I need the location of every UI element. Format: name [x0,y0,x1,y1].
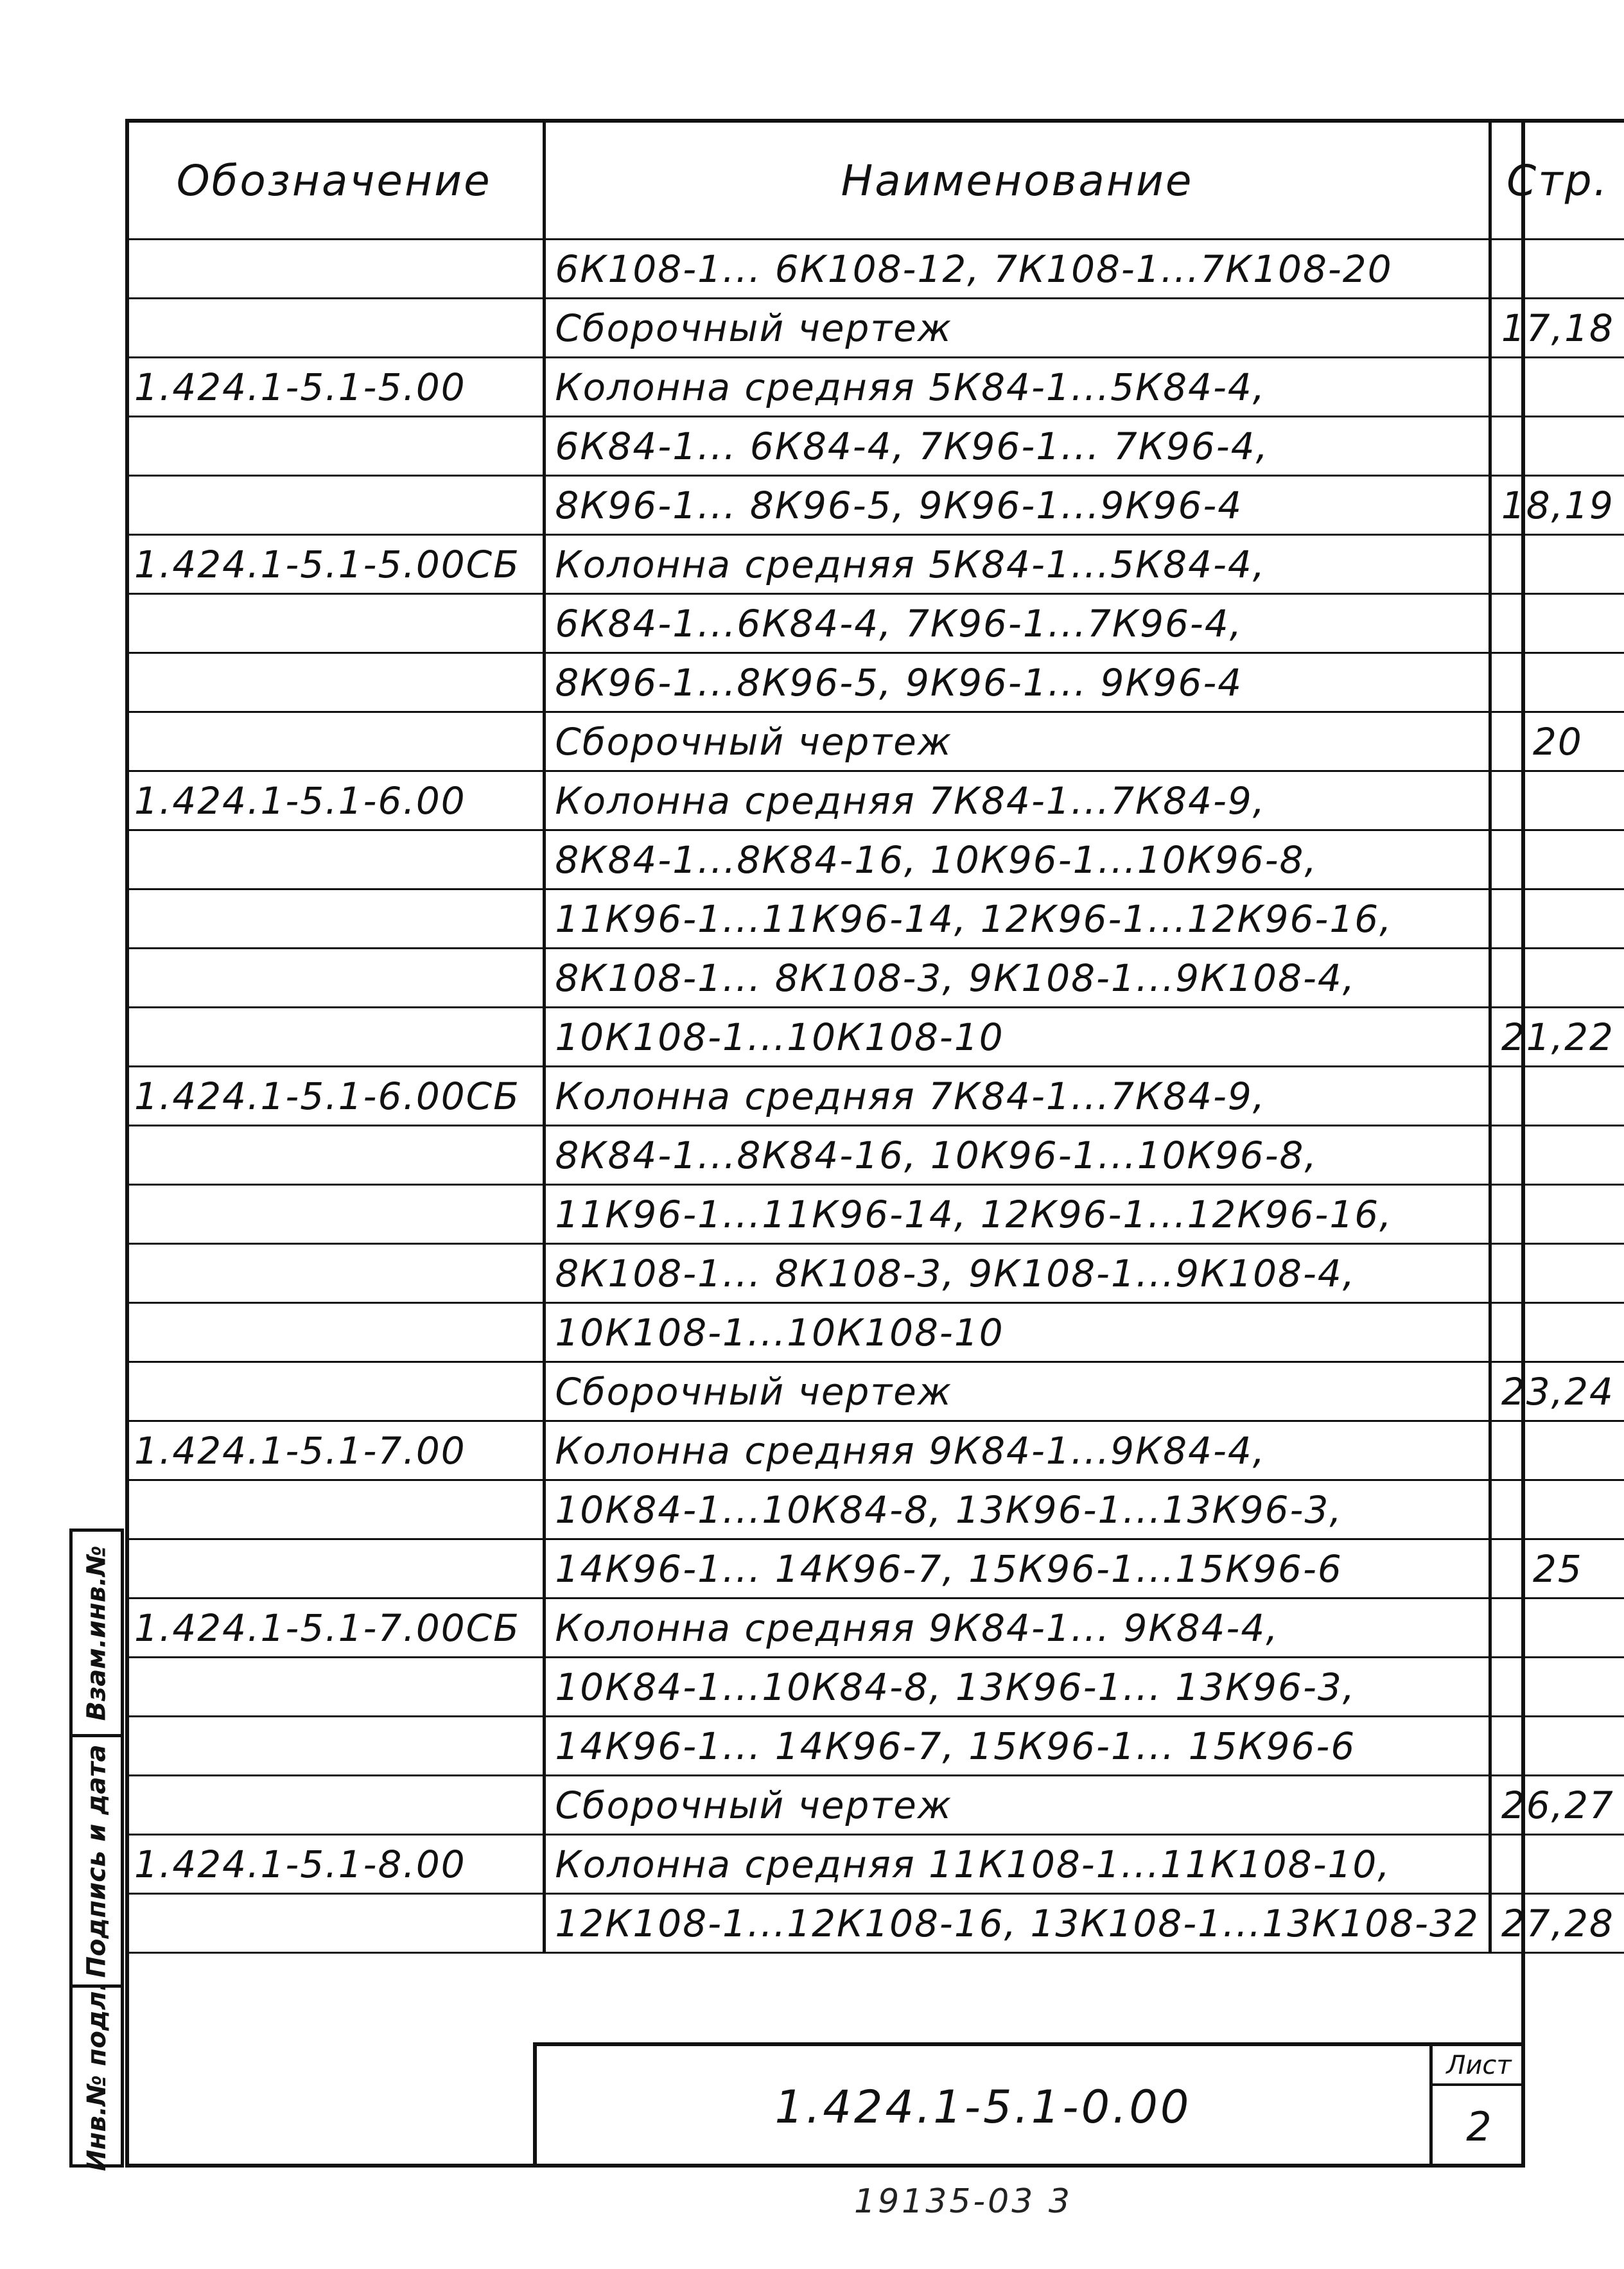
row-page [1490,1303,1624,1362]
table-row [125,1835,1624,1894]
title-block [533,2042,1525,2168]
row-designation [125,240,545,299]
row-name: 6К84-1... 6К84-4, 7К96-1... 7К96-4, [545,417,1490,476]
table-row [125,1717,1624,1776]
row-name: 10К84-1...10К84-8, 13К96-1...13К96-3, [545,1480,1490,1539]
sheet-number: 2 [1466,2103,1492,2150]
side-label-replacement: Взам.инв.№ [82,1545,112,1721]
row-name: 10К108-1...10К108-10 [545,1303,1490,1362]
row-page [1490,417,1624,476]
row-page [1490,1717,1624,1776]
row-designation [125,1185,545,1244]
row-page [1490,889,1624,949]
side-cell-original [73,1981,121,2171]
row-name: 8К108-1... 8К108-3, 9К108-1...9К108-4, [545,1244,1490,1303]
document-code: 1.424.1-5.1-0.00 [774,2080,1192,2133]
row-designation [125,1717,545,1776]
row-name: Колонна средняя 9К84-1... 9К84-4, [545,1599,1490,1658]
row-name: Сборочный чертеж [545,712,1490,771]
row-name: Колонна средняя 11К108-1...11К108-10, [545,1835,1490,1894]
row-designation [125,1539,545,1599]
row-page [1490,535,1624,594]
row-page: 21,22 [1490,1008,1624,1067]
row-name: 11К96-1...11К96-14, 12К96-1...12К96-16, [545,1185,1490,1244]
row-name: 6К84-1...6К84-4, 7К96-1...7К96-4, [545,594,1490,653]
row-page [1490,358,1624,417]
table-row [125,712,1624,771]
table-row [125,1244,1624,1303]
row-page [1490,653,1624,712]
row-page: 17,18 [1490,299,1624,358]
table-row [125,830,1624,889]
row-designation [125,1658,545,1717]
row-name: 8К84-1...8К84-16, 10К96-1...10К96-8, [545,1126,1490,1185]
table-row [125,771,1624,830]
table-row [125,535,1624,594]
row-name: 12К108-1...12К108-16, 13К108-1...13К108-32 [545,1894,1490,1953]
table-row [125,1658,1624,1717]
row-designation [125,1244,545,1303]
row-designation: 1.424.1-5.1-6.00 [125,771,545,830]
row-page [1490,1658,1624,1717]
row-page [1490,1599,1624,1658]
row-designation [125,889,545,949]
table-row [125,889,1624,949]
row-name: Колонна средняя 7К84-1...7К84-9, [545,1067,1490,1126]
row-designation [125,1008,545,1067]
row-page [1490,1126,1624,1185]
table-row [125,653,1624,712]
table-row [125,476,1624,535]
archive-number: 19135-03 3 [854,2182,1072,2221]
side-cell-signature [73,1737,121,1988]
row-designation [125,653,545,712]
sheet-label: Лист [1433,2046,1525,2086]
row-designation [125,417,545,476]
row-page [1490,240,1624,299]
row-page [1490,949,1624,1008]
table-row [125,1776,1624,1835]
row-name: Сборочный чертеж [545,1776,1490,1835]
row-name: 10К108-1...10К108-10 [545,1008,1490,1067]
row-designation [125,1894,545,1953]
row-designation: 1.424.1-5.1-7.00 [125,1421,545,1480]
row-name: 8К96-1...8К96-5, 9К96-1... 9К96-4 [545,653,1490,712]
row-designation: 1.424.1-5.1-5.00СБ [125,535,545,594]
row-name: 6К108-1... 6К108-12, 7К108-1...7К108-20 [545,240,1490,299]
row-page: 26,27 [1490,1776,1624,1835]
row-page: 20 [1490,712,1624,771]
row-page [1490,1835,1624,1894]
table-row [125,1894,1624,1953]
row-name: Сборочный чертеж [545,299,1490,358]
row-name: 8К96-1... 8К96-5, 9К96-1...9К96-4 [545,476,1490,535]
table-row [125,949,1624,1008]
table-row [125,417,1624,476]
row-name: 14К96-1... 14К96-7, 15К96-1...15К96-6 [545,1539,1490,1599]
row-designation: 1.424.1-5.1-8.00 [125,1835,545,1894]
table-row [125,1126,1624,1185]
table-row [125,1480,1624,1539]
row-designation [125,594,545,653]
table-row [125,1362,1624,1421]
row-page [1490,771,1624,830]
table-row [125,1539,1624,1599]
side-stamp [69,1529,124,2171]
row-name: Колонна средняя 7К84-1...7К84-9, [545,771,1490,830]
row-designation [125,1126,545,1185]
row-name: Колонна средняя 5К84-1...5К84-4, [545,358,1490,417]
row-name: Колонна средняя 5К84-1...5К84-4, [545,535,1490,594]
table-row [125,594,1624,653]
row-name: Сборочный чертеж [545,1362,1490,1421]
row-designation [125,949,545,1008]
row-name: 8К84-1...8К84-16, 10К96-1...10К96-8, [545,830,1490,889]
row-designation [125,1303,545,1362]
specification-table [125,119,1624,1954]
row-page: 27,28 [1490,1894,1624,1953]
table-row [125,1421,1624,1480]
row-page [1490,1244,1624,1303]
row-name: Колонна средняя 9К84-1...9К84-4, [545,1421,1490,1480]
row-designation: 1.424.1-5.1-6.00СБ [125,1067,545,1126]
table-row [125,1599,1624,1658]
row-page [1490,1067,1624,1126]
table-header-row [125,121,1624,240]
row-designation [125,299,545,358]
row-name: 10К84-1...10К84-8, 13К96-1... 13К96-3, [545,1658,1490,1717]
row-page [1490,594,1624,653]
row-designation [125,712,545,771]
table-row [125,1185,1624,1244]
sheet-box [1429,2046,1525,2168]
table-row [125,299,1624,358]
row-designation: 1.424.1-5.1-5.00 [125,358,545,417]
row-designation: 1.424.1-5.1-7.00СБ [125,1599,545,1658]
row-designation [125,830,545,889]
row-name: 11К96-1...11К96-14, 12К96-1...12К96-16, [545,889,1490,949]
row-designation [125,1362,545,1421]
row-page: 25 [1490,1539,1624,1599]
row-page [1490,1480,1624,1539]
header-name: Наименование [545,121,1490,240]
header-designation: Обозначение [125,121,545,240]
table-row [125,1008,1624,1067]
row-page: 18,19 [1490,476,1624,535]
side-cell-replacement [73,1532,121,1737]
row-designation [125,1776,545,1835]
table-row [125,1067,1624,1126]
table-row [125,240,1624,299]
header-page: Стр. [1490,121,1624,240]
table-row [125,1303,1624,1362]
row-designation [125,476,545,535]
side-label-signature: Подпись и дата [82,1744,112,1978]
row-page [1490,830,1624,889]
row-name: 8К108-1... 8К108-3, 9К108-1...9К108-4, [545,949,1490,1008]
row-designation [125,1480,545,1539]
table-body [125,240,1624,1953]
row-name: 14К96-1... 14К96-7, 15К96-1... 15К96-6 [545,1717,1490,1776]
row-page [1490,1185,1624,1244]
side-label-original: Инв.№ подл. [82,1981,112,2171]
row-page: 23,24 [1490,1362,1624,1421]
table-row [125,358,1624,417]
row-page [1490,1421,1624,1480]
